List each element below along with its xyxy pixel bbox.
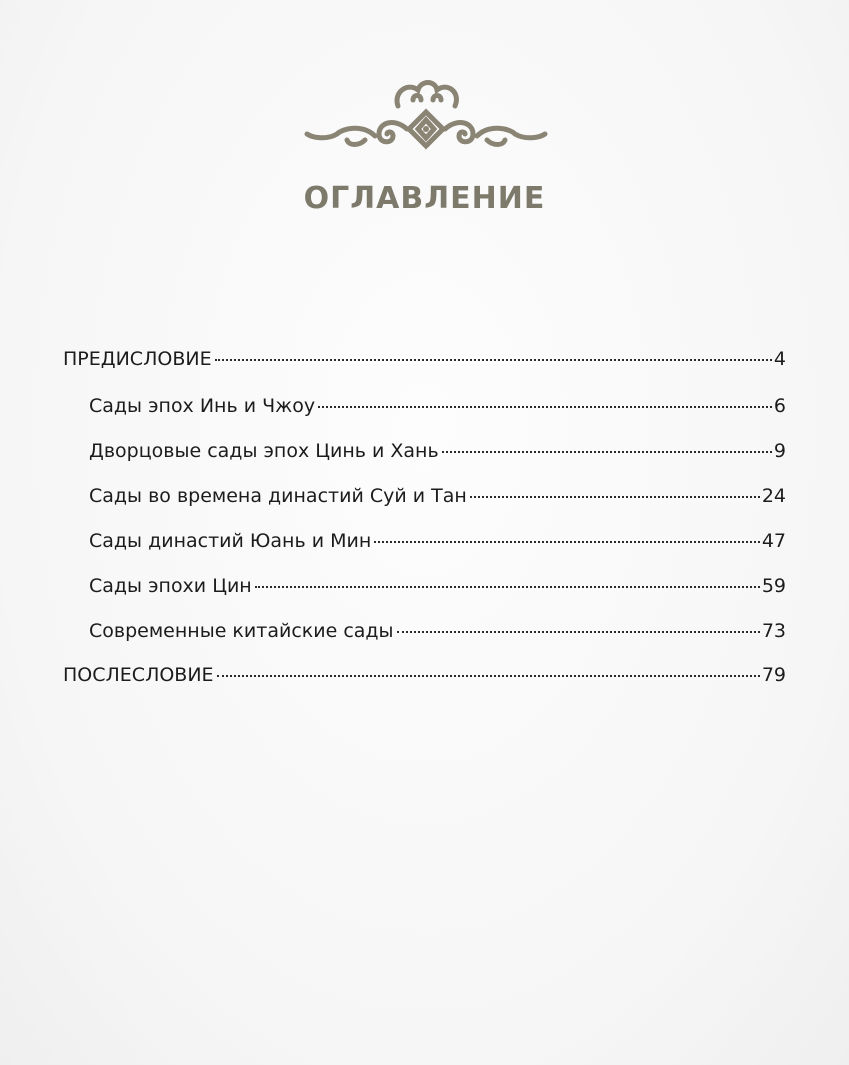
toc-entry-label: Сады во времена династий Суй и Тан xyxy=(89,485,467,507)
toc-entry-label: ПОСЛЕСЛОВИЕ xyxy=(63,664,214,686)
toc-entry-page: 6 xyxy=(773,395,786,417)
dot-leader xyxy=(374,541,760,543)
toc-entry-label: ПРЕДИСЛОВИЕ xyxy=(63,348,212,370)
dot-leader xyxy=(318,406,772,408)
dot-leader xyxy=(217,675,760,677)
toc-entry-page: 59 xyxy=(761,575,786,597)
toc-entry[interactable] xyxy=(89,439,786,463)
toc-entry-page: 47 xyxy=(761,530,786,552)
dot-leader xyxy=(215,359,772,361)
toc-entry[interactable] xyxy=(89,574,786,598)
dot-leader xyxy=(470,496,760,498)
toc-entry-label: Дворцовые сады эпох Цинь и Хань xyxy=(89,440,439,462)
toc-entry-label: Сады эпохи Цин xyxy=(89,575,252,597)
dot-leader xyxy=(442,451,772,453)
toc-entry-page: 79 xyxy=(761,664,786,686)
toc-entry-page: 4 xyxy=(773,348,786,370)
dot-leader xyxy=(255,586,760,588)
toc-entry[interactable] xyxy=(63,663,786,687)
dot-leader xyxy=(397,631,760,633)
toc-entry-label: Сады эпох Инь и Чжоу xyxy=(89,395,316,417)
toc-entry[interactable] xyxy=(89,619,786,643)
toc-entry[interactable] xyxy=(89,529,786,553)
toc-entry[interactable] xyxy=(89,484,786,508)
page-title: ОГЛАВЛЕНИЕ xyxy=(303,181,546,216)
cloud-ornament-icon xyxy=(303,74,549,160)
toc-entry-page: 9 xyxy=(773,440,786,462)
toc-entry-page: 24 xyxy=(761,485,786,507)
toc-entry-label: Сады династий Юань и Мин xyxy=(89,530,372,552)
toc-entry[interactable] xyxy=(89,394,786,418)
toc-entry-label: Современные китайские сады xyxy=(89,620,394,642)
toc-entry[interactable] xyxy=(63,347,786,371)
toc-entry-page: 73 xyxy=(761,620,786,642)
